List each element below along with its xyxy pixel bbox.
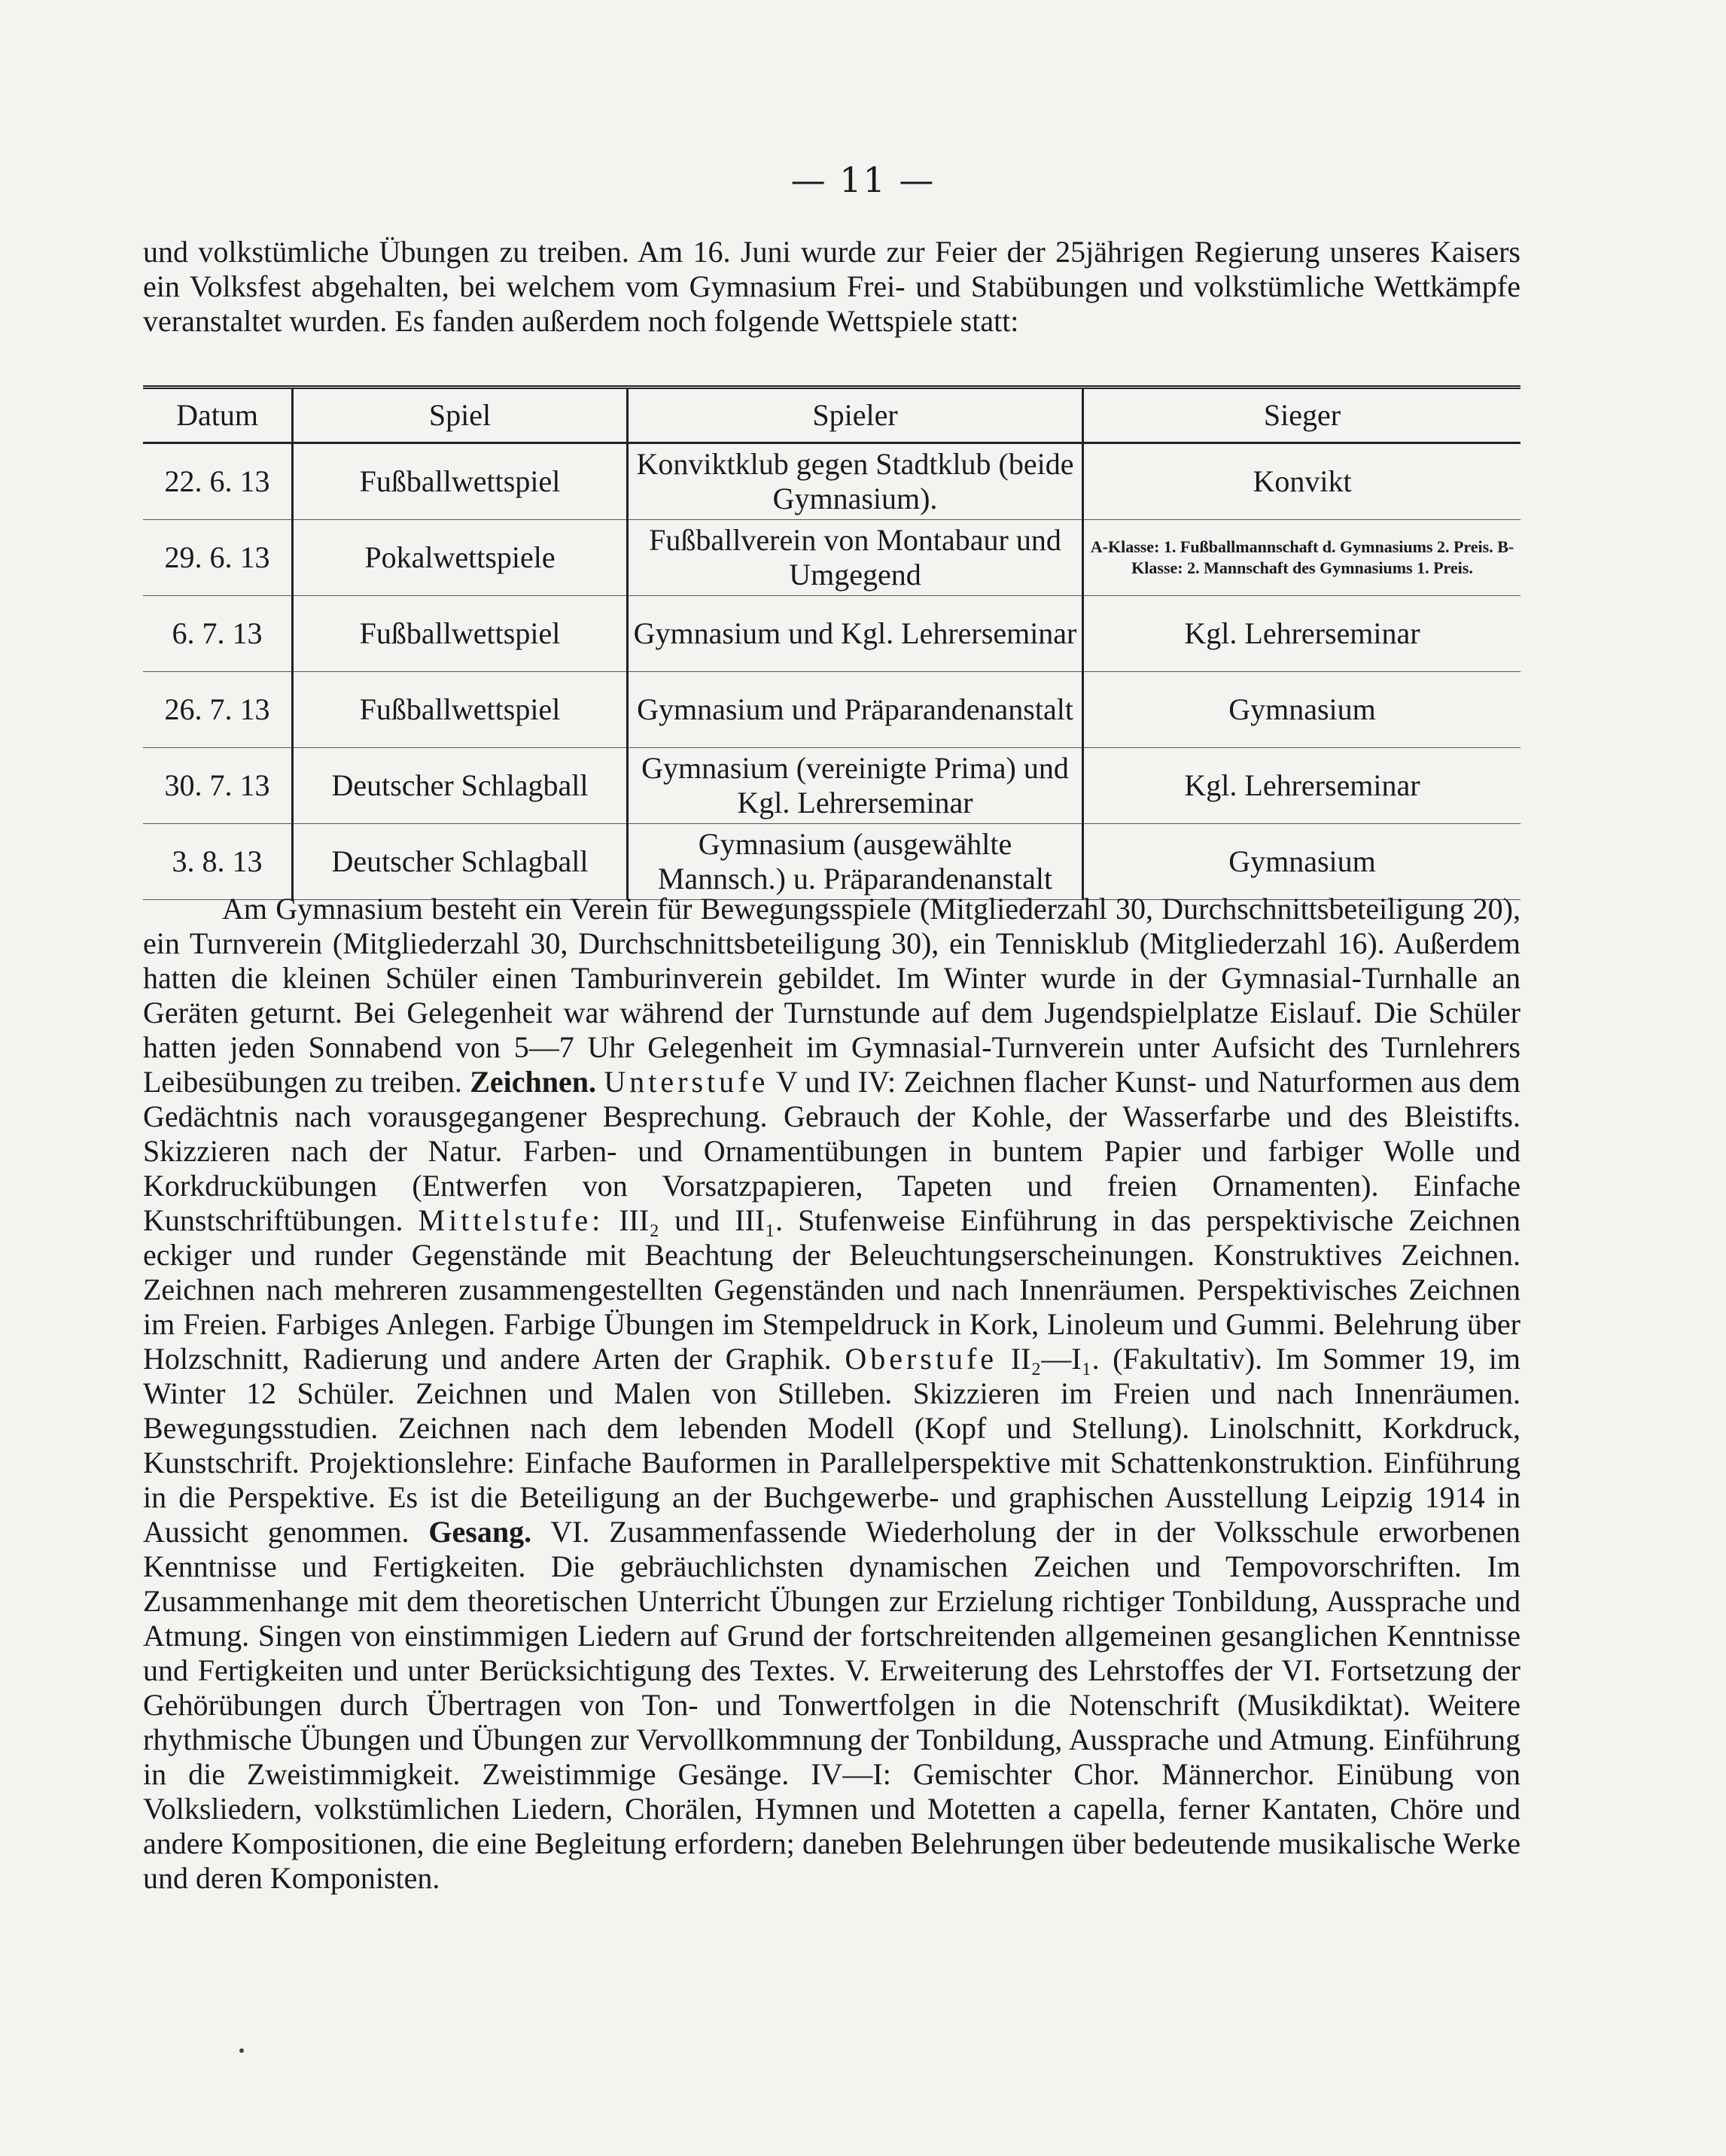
table-row [143, 596, 1521, 672]
row-game: Fußballwettspiel [293, 672, 628, 748]
row-date: 29. 6. 13 [143, 520, 293, 596]
row-date: 6. 7. 13 [143, 596, 293, 672]
row-players: Gymnasium (ausgewählte Mannsch.) u. Präparandenanstalt [628, 824, 1083, 900]
ink-dot [239, 2048, 244, 2053]
table-header-row [143, 388, 1521, 443]
row-winner: Kgl. Lehrerseminar [1083, 596, 1521, 672]
zeichnen-heading: Zeichnen. [470, 1065, 597, 1099]
table-row [143, 520, 1521, 596]
table-row [143, 748, 1521, 824]
row-winner: Gymnasium [1083, 824, 1521, 900]
body-text-oberstufe: II₂—I₁. (Fakultativ). Im Sommer 19, im Winter 12 Schüler. Zeichnen und Malen von Stilleben. Skizzieren im Freien und nach Innenräumen. Bewegungsstudien. Zeichnen nach dem lebenden Modell (Kopf und Stellung). Linolschnitt, Korkdruck, Kunstschrift. Projektionslehre: Einfache Bauformen in Parallelperspektive mit Schattenkonstruktion. Einführung in die Perspektive. Es ist die Beteiligung an der Buchgewerbe- und graphischen Ausstellung Leipzig 1914 in Aussicht genommen. [143, 1342, 1521, 1549]
body-paragraph [143, 892, 1521, 1896]
row-date: 26. 7. 13 [143, 672, 293, 748]
header-players: Spieler [628, 388, 1083, 443]
body-text-gesang: VI. Zusammenfassende Wiederholung der in der Volksschule erworbenen Kenntnisse und Fertigkeiten. Die gebräuchlichsten dynamischen Zeichen und Tempovorschriften. Im Zusammenhange mit dem theoretischen Unterricht Übungen zur Erzielung richtiger Tonbildung, Aussprache und Atmung. Singen von einstimmigen Liedern auf Grund der fortschreitenden allgemeinen gesanglichen Kenntnisse und Fertigkeiten und unter Berücksichtigung des Textes. V. Erweiterung des Lehrstoffes der VI. Fortsetzung der Gehörübungen durch Übertragen von Ton- und Tonwertfolgen in die Notenschrift (Musikdiktat). Weitere rhythmische Übungen und Übungen zur Vervollkommnung der Tonbildung, Aussprache und Atmung. Einführung in die Zweistimmigkeit. Zweistimmige Gesänge. IV—I: Gemischter Chor. Männerchor. Einübung von Volksliedern, volkstümlichen Liedern, Chorälen, Hymnen und Motetten a capella, ferner Kantaten, Chöre und andere Kompositionen, die eine Begleitung erfordern; daneben Belehrungen über bedeutende musikalische Werke und deren Komponisten. [143, 1515, 1521, 1895]
row-winner: Konvikt [1083, 443, 1521, 520]
row-game: Fußballwettspiel [293, 596, 628, 672]
body-text-mittelstufe: III₂ und III₁. Stufenweise Einführung in das perspektivische Zeichnen eckiger und runder Gegenstände mit Beachtung der Beleuchtungserscheinungen. Konstruktives Zeichnen. Zeichnen nach mehreren zusammengestellten Gegenständen und nach Innenräumen. Perspektivisches Zeichnen im Freien. Farbiges Anlegen. Farbige Übungen im Stempeldruck in Kork, Linoleum und Gummi. Belehrung über Holzschnitt, Radierung und andere Arten der Graphik. [143, 1203, 1521, 1376]
header-game: Spiel [293, 388, 628, 443]
row-date: 30. 7. 13 [143, 748, 293, 824]
row-players: Gymnasium und Kgl. Lehrerseminar [628, 596, 1083, 672]
row-game: Fußballwettspiel [293, 443, 628, 520]
unterstufe-label: Unterstufe [604, 1065, 769, 1099]
header-date: Datum [143, 388, 293, 443]
row-date: 3. 8. 13 [143, 824, 293, 900]
table-row [143, 824, 1521, 900]
body-text-sports: Am Gymnasium besteht ein Verein für Bewegungsspiele (Mitgliederzahl 30, Durchschnittsbeteiligung 20), ein Turnverein (Mitgliederzahl 30, Durchschnittsbeteiligung 30), ein Tennisklub (Mitgliederzahl 16). Außerdem hatten die kleinen Schüler einen Tamburinverein gebildet. Im Winter wurde in der Gymnasial-Turnhalle an Geräten geturnt. Bei Gelegenheit war während der Turnstunde auf dem Jugendspielplatze Eislauf. Die Schüler hatten jeden Sonnabend von 5—7 Uhr Gelegenheit im Gymnasial-Turnverein unter Aufsicht des Turnlehrers Leibesübungen zu treiben. [143, 892, 1521, 1099]
row-players: Gymnasium und Präparandenanstalt [628, 672, 1083, 748]
intro-paragraph: und volkstümliche Übungen zu treiben. Am 16. Juni wurde zur Feier der 25jährigen Regierung unseres Kaisers ein Volksfest abgehalten, bei welchem vom Gymnasium Frei- und Stabübungen und volkstümliche Wettkämpfe veranstaltet wurden. Es fanden außerdem noch folgende Wettspiele statt: [143, 235, 1521, 338]
row-date: 22. 6. 13 [143, 443, 293, 520]
row-players: Fußballverein von Montabaur und Umgegend [628, 520, 1083, 596]
row-game: Deutscher Schlagball [293, 748, 628, 824]
header-winner: Sieger [1083, 388, 1521, 443]
table-row [143, 443, 1521, 520]
mittelstufe-label: Mittelstufe: [418, 1203, 604, 1237]
gesang-heading: Gesang. [428, 1515, 532, 1549]
row-players: Gymnasium (vereinigte Prima) und Kgl. Lehrerseminar [628, 748, 1083, 824]
row-winner: Gymnasium [1083, 672, 1521, 748]
row-players: Konviktklub gegen Stadtklub (beide Gymnasium). [628, 443, 1083, 520]
page-number: — 11 — [790, 160, 936, 200]
games-table [143, 385, 1521, 900]
row-winner: Kgl. Lehrerseminar [1083, 748, 1521, 824]
table-row [143, 672, 1521, 748]
row-winner: A-Klasse: 1. Fußballmannschaft d. Gymnasiums 2. Preis. B-Klasse: 2. Mannschaft des Gymnasiums 1. Preis. [1083, 520, 1521, 596]
row-game: Pokalwettspiele [293, 520, 628, 596]
body-text-unterstufe: V und IV: Zeichnen flacher Kunst- und Naturformen aus dem Gedächtnis nach vorausgegangener Besprechung. Gebrauch der Kohle, der Wasserfarbe und des Bleistifts. Skizzieren nach der Natur. Farben- und Ornamentübungen in buntem Papier und farbiger Wolle und Korkdruckübungen (Entwerfen von Vorsatzpapieren, Tapeten und freien Ornamenten). Einfache Kunstschriftübungen. [143, 1065, 1521, 1237]
row-game: Deutscher Schlagball [293, 824, 628, 900]
oberstufe-label: Oberstufe [845, 1342, 998, 1376]
